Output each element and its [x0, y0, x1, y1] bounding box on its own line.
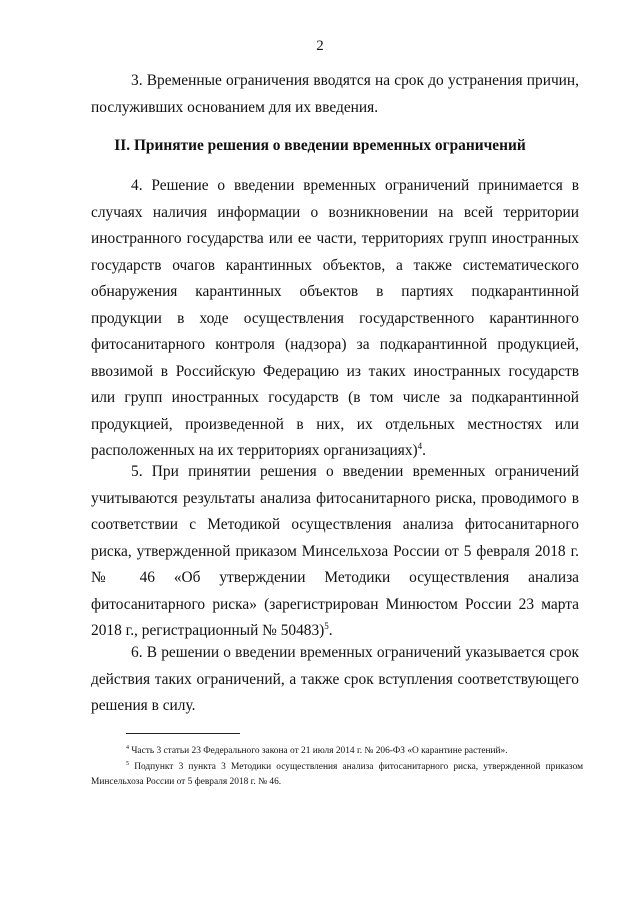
footnote-5 [91, 760, 583, 790]
page-number: 2 [316, 38, 324, 54]
paragraph-3 [91, 68, 579, 121]
footnote-ref-4[interactable]: 4 [417, 440, 423, 451]
paragraph-4-end: . [422, 442, 426, 459]
paragraph-5-end: . [328, 622, 333, 639]
paragraph-4 [91, 173, 579, 465]
paragraph-4-text: 4. Решение о введении временных ограничений принимается в случаях наличия информации о возникновении на всей территории иностранного государства или ее части, территориях групп иностранных государств очагов карантинных объектов, а также систематического обнаружения карантинных объектов в партиях подкарантинной продукции в ходе осуществления государственного карантинного фитосанитарного контроля (надзора) за подкарантинной продукцией, ввозимой в Российскую Федерацию из таких иностранных государств или групп иностранных государств (в том числе за подкарантинной продукцией, произведенной в них, их отдельных местностях или расположенных на их территориях организациях) [91, 177, 579, 459]
paragraph-5-text: 5. При принятии решения о введении временных ограничений учитываются результаты анализа фитосанитарного риска, проводимого в соответствии с Методикой осуществления анализа фитосанитарного риска, утвержденной приказом Минсельхоза России от 5 февраля 2018 г. № 46 «Об утверждении Методики осуществления анализа фитосанитарного риска» (зарегистрирован Минюстом России 23 марта 2018 г., регистрационный № 50483) [91, 463, 579, 639]
section-heading: II. Принятие решения о введении временных ограничений [114, 137, 526, 154]
footnote-text-4: Часть 3 статьи 23 Федерального закона от 21 июля 2014 г. № 206-ФЗ «О карантине растений». [131, 746, 508, 756]
footnote-4 [91, 744, 583, 759]
footnote-mark-5: 5 [126, 760, 129, 767]
paragraph-6-text: 6. В решении о введении временных ограничений указывается срок действия таких ограничений, а также срок вступления соответствующего решения в силу. [91, 644, 579, 714]
paragraph-6 [91, 640, 579, 720]
paragraph-3-text: 3. Временные ограничения вводятся на срок до устранения причин, послуживших основанием для их введения. [91, 72, 579, 116]
footnote-text-5: Подпункт 3 пункта 3 Методики осуществления анализа фитосанитарного риска, утвержденной приказом Минсельхоза России от 5 февраля 2018 г. № 46. [91, 762, 584, 787]
footnote-ref-5[interactable]: 5 [324, 620, 329, 631]
footnote-separator [126, 733, 240, 734]
paragraph-5 [91, 459, 579, 645]
footnote-mark-4: 4 [126, 744, 129, 751]
